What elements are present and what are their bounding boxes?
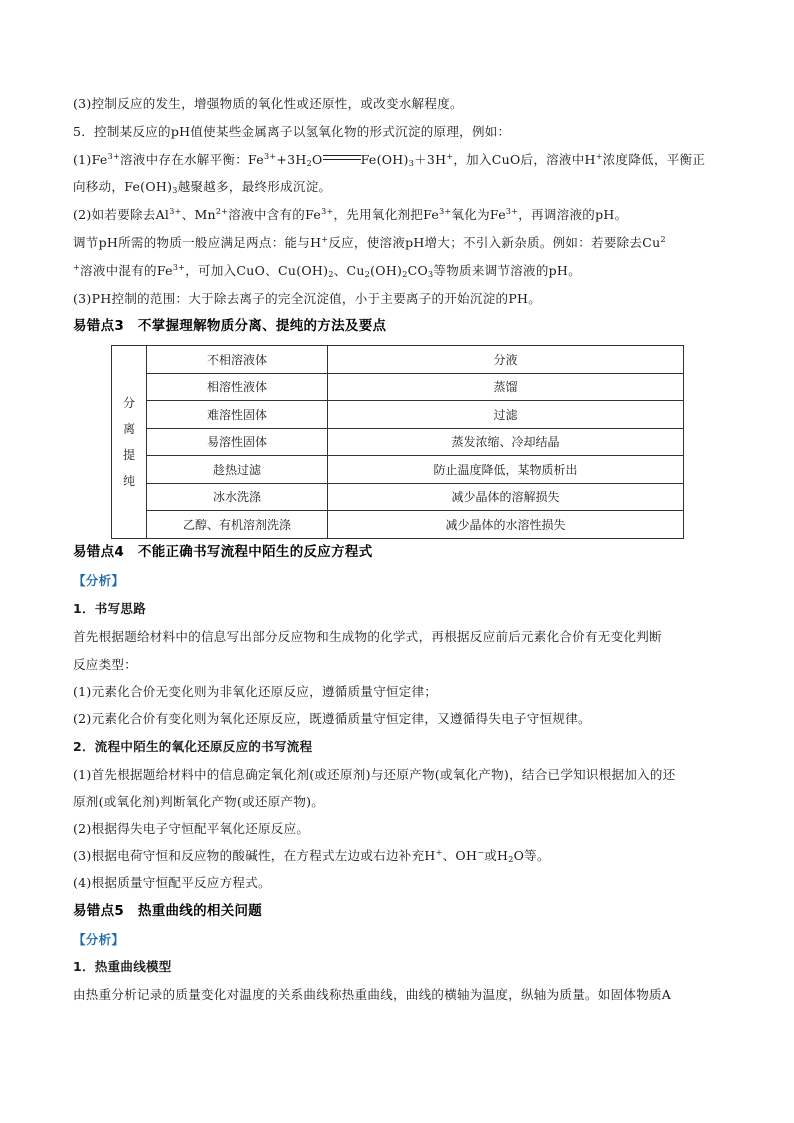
item-5-2-line-3: +溶液中混有的$Fe^{3+}$，可加入CuO、$Cu(OH)_2$、$Cu_2(OH)_2CO_3$等物质来调节溶液的pH。 <box>73 263 581 279</box>
table-cell-method-type: 易溶性固体 <box>147 428 328 456</box>
paragraph-redox-2: 原剂(或氧化剂)判断氧化产物(或还原产物)。 <box>73 794 325 809</box>
table-cell-method-type: 相溶性液体 <box>147 373 328 401</box>
table-cell-method-type: 冰水洗涤 <box>147 483 328 511</box>
paragraph-3-control: (3)控制反应的发生，增强物质的氧化性或还原性，或改变水解程度。 <box>73 96 463 111</box>
subheading-writing-approach: 1．书写思路 <box>73 601 146 616</box>
paragraph-approach-3: (1)元素化合价无变化则为非氧化还原反应，遵循质量守恒定律； <box>73 684 438 699</box>
table-cell-method-type: 趁热过滤 <box>147 456 328 484</box>
paragraph-redox-5: (4)根据质量守恒配平反应方程式。 <box>73 875 271 890</box>
analysis-label: 【分析】 <box>73 932 125 947</box>
table-row <box>112 511 684 539</box>
section-heading-5: 易错点5 热重曲线的相关问题 <box>73 903 263 919</box>
paragraph-approach-4: (2)元素化合价有变化则为氧化还原反应，既遵循质量守恒定律，又遵循得失电子守恒规律。 <box>73 711 591 726</box>
table-cell-method-type: 难溶性固体 <box>147 401 328 429</box>
table-row <box>112 483 684 511</box>
item-5-heading: 5．控制某反应的pH值使某些金属离子以氢氧化物的形式沉淀的原理，例如： <box>73 124 511 139</box>
equilibrium-arrow-icon <box>323 153 361 163</box>
table-row <box>112 456 684 484</box>
table-cell-method: 过滤 <box>328 401 684 429</box>
table-cell-method: 蒸发浓缩、冷却结晶 <box>328 428 684 456</box>
table-row <box>112 373 684 401</box>
table-cell-method: 防止温度降低，某物质析出 <box>328 456 684 484</box>
table-side-label: 分 离 提 纯 <box>112 346 147 539</box>
table-cell-method-type: 不相溶液体 <box>147 346 328 374</box>
paragraph-approach-1: 首先根据题给材料中的信息写出部分反应物和生成物的化学式，再根据反应前后元素化合价有无变化判断 <box>73 629 662 644</box>
item-5-1-line-2: 向移动，$Fe(OH)_3$越聚越多，最终形成沉淀。 <box>73 179 332 195</box>
paragraph-approach-2: 反应类型： <box>73 657 138 672</box>
paragraph-redox-3: (2)根据得失电子守恒配平氧化还原反应。 <box>73 821 310 836</box>
analysis-label: 【分析】 <box>73 573 125 588</box>
paragraph-tg-1: 由热重分析记录的质量变化对温度的关系曲线称热重曲线，曲线的横轴为温度，纵轴为质量。如固体物质A <box>73 987 672 1002</box>
table-cell-method: 减少晶体的水溶性损失 <box>328 511 684 539</box>
item-5-2-line-2: 调节pH所需的物质一般应满足两点：能与H+反应，使溶液pH增大；不引入新杂质。例如：若要除去Cu$^2$ <box>73 235 666 250</box>
item-5-2-line-1: (2)如若要除去$Al^{3+}$、$Mn^{2+}$溶液中含有的$Fe^{3+}$，先用氧化剂把$Fe^{3+}$氧化为$Fe^{3+}$，再调溶液的pH。 <box>73 207 628 222</box>
section-heading-3: 易错点3 不掌握理解物质分离、提纯的方法及要点 <box>73 318 387 334</box>
table-cell-method-type: 乙醇、有机溶剂洗涤 <box>147 511 328 539</box>
paragraph-redox-4: (3)根据电荷守恒和反应物的酸碱性，在方程式左边或右边补充H+、OH−或$H_2O$等。 <box>73 848 550 864</box>
table-row <box>112 428 684 456</box>
section-heading-4: 易错点4 不能正确书写流程中陌生的反应方程式 <box>73 544 373 560</box>
table-cell-method: 减少晶体的溶解损失 <box>328 483 684 511</box>
paragraph-redox-1: (1)首先根据题给材料中的信息确定氧化剂(或还原剂)与还原产物(或氧化产物)，结合已学知识根据加入的还 <box>73 767 676 782</box>
table-row <box>112 346 684 374</box>
item-5-3: (3)PH控制的范围：大于除去离子的完全沉淀值，小于主要离子的开始沉淀的PH。 <box>73 291 542 306</box>
subheading-tg-model: 1．热重曲线模型 <box>73 959 172 974</box>
separation-methods-table <box>111 345 684 539</box>
table-cell-method: 分液 <box>328 346 684 374</box>
table-row <box>112 401 684 429</box>
item-5-1-line-1: $(1)Fe^{3+}$溶液中存在水解平衡：$Fe^{3+}+3H_2O$ $Fe(OH)_3+3H^+$，加入CuO后，溶液中H+浓度降低，平衡正 <box>73 152 706 168</box>
table-cell-method: 蒸馏 <box>328 373 684 401</box>
subheading-redox-flow: 2．流程中陌生的氧化还原反应的书写流程 <box>73 739 313 754</box>
